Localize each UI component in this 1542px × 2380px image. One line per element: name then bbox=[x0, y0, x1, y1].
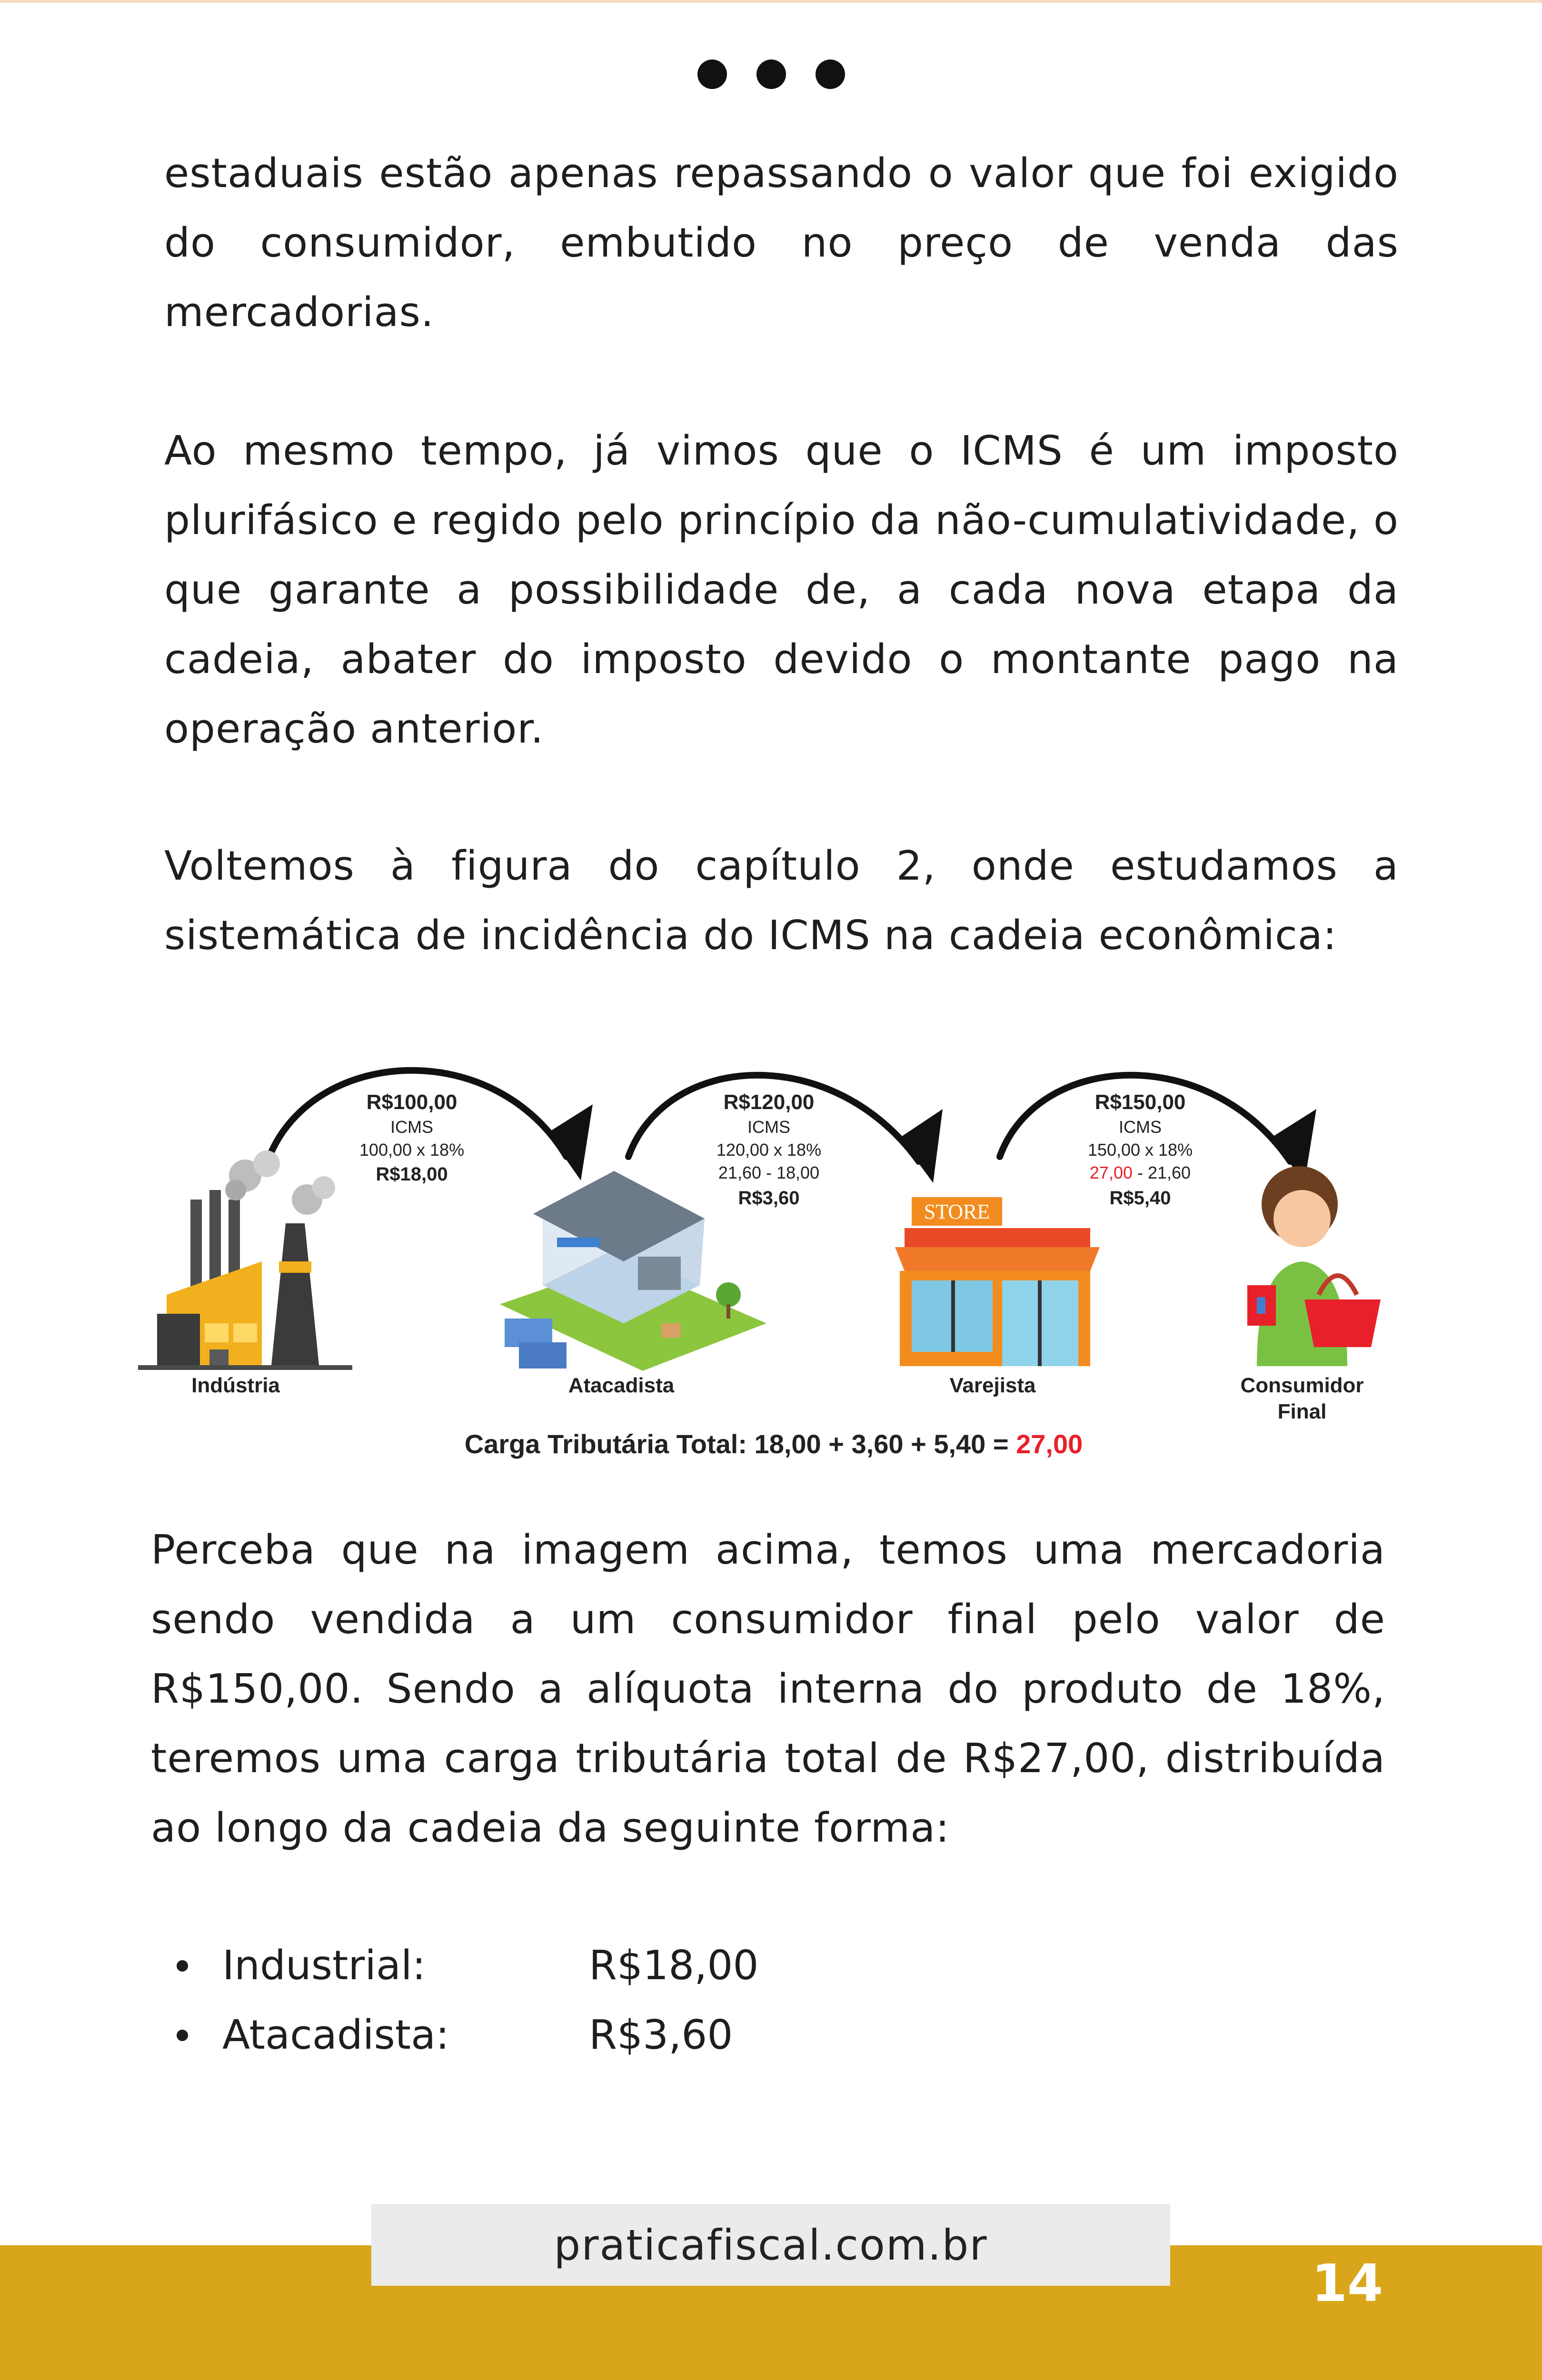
arrow1-result: R$18,00 bbox=[376, 1164, 448, 1185]
paragraph-figura-intro: Voltemos à figura do capítulo 2, onde estudamos a sistemática de incidência do ICMS na cadeia econômica: bbox=[164, 843, 1399, 959]
stage-consumidor-line2: Final bbox=[1277, 1400, 1327, 1423]
arrow1-value: R$100,00 bbox=[366, 1091, 458, 1114]
dot-icon bbox=[816, 60, 845, 89]
arrow2-calc: 120,00 x 18% bbox=[716, 1140, 822, 1160]
store-sign: STORE bbox=[924, 1200, 990, 1223]
arrow3-deduction-red: 27,00 bbox=[1089, 1163, 1133, 1182]
list-item-value: R$3,60 bbox=[589, 2012, 733, 2059]
consumer-icon bbox=[1247, 1166, 1381, 1366]
warehouse-icon bbox=[500, 1171, 766, 1371]
store-icon bbox=[895, 1197, 1100, 1366]
stage-varejista: Varejista bbox=[949, 1374, 1036, 1397]
total-tax-prefix: Carga Tributária Total: 18,00 + 3,60 + 5,40 = bbox=[464, 1429, 1016, 1459]
arrow1-calc: 100,00 x 18% bbox=[359, 1140, 465, 1160]
distribution-list bbox=[164, 1931, 758, 2070]
list-item-label: Atacadista: bbox=[222, 2012, 449, 2059]
total-tax-value: 27,00 bbox=[1016, 1429, 1083, 1459]
arrow1-tax: ICMS bbox=[390, 1117, 433, 1137]
list-item bbox=[164, 1931, 758, 2001]
arrow3-value: R$150,00 bbox=[1094, 1091, 1186, 1114]
paragraph-explicacao: Perceba que na imagem acima, temos uma mercadoria sendo vendida a um consumidor final pelo valor de R$150,00. Sendo a alíquota interna do produto de 18%, teremos uma carga tributária total de R$27,00, distribuída ao longo da cadeia da seguinte forma: bbox=[151, 1527, 1385, 1852]
arrow2-value: R$120,00 bbox=[723, 1091, 815, 1114]
total-tax-line bbox=[465, 1429, 1083, 1459]
ellipsis-icon bbox=[0, 60, 1542, 89]
bullet-icon bbox=[177, 2030, 188, 2041]
dot-icon bbox=[756, 60, 786, 89]
arrow3-tax: ICMS bbox=[1119, 1117, 1162, 1137]
arrow3-calc: 150,00 x 18% bbox=[1087, 1140, 1193, 1160]
list-item bbox=[164, 2001, 758, 2070]
arrow3-deduction-rest: - 21,60 bbox=[1133, 1163, 1191, 1182]
stage-atacadista: Atacadista bbox=[568, 1374, 675, 1397]
arrow2-deduction: 21,60 - 18,00 bbox=[718, 1163, 820, 1182]
footer-site-link[interactable]: praticafiscal.com.br bbox=[371, 2204, 1170, 2286]
icms-chain-figure bbox=[138, 1038, 1404, 1466]
arrow3-result: R$5,40 bbox=[1109, 1188, 1171, 1209]
list-item-value: R$18,00 bbox=[589, 1942, 759, 1989]
dot-icon bbox=[697, 60, 727, 89]
list-item-label: Industrial: bbox=[222, 1942, 426, 1989]
arrow2-result: R$3,60 bbox=[738, 1188, 800, 1209]
arrow3-deduction bbox=[1090, 1163, 1191, 1182]
page-number: 14 bbox=[1311, 2254, 1383, 2313]
arrow2-tax: ICMS bbox=[747, 1117, 790, 1137]
stage-industria: Indústria bbox=[191, 1374, 280, 1397]
arrowhead-icon bbox=[547, 1104, 593, 1180]
bullet-icon bbox=[177, 1960, 188, 1972]
paragraph-nao-cumulatividade: Ao mesmo tempo, já vimos que o ICMS é um imposto plurifásico e regido pelo princípio da não-cumulatividade, o que garante a possibilidade de, a cada nova etapa da cadeia, abater do imposto devido o montante pago na operação anterior. bbox=[164, 427, 1399, 753]
stage-consumidor-line1: Consumidor bbox=[1240, 1374, 1364, 1397]
paragraph-repasse: estaduais estão apenas repassando o valor que foi exigido do consumidor, embutido no preço de venda das mercadorias. bbox=[164, 150, 1399, 336]
arrowhead-icon bbox=[900, 1109, 943, 1183]
factory-icon bbox=[138, 1150, 352, 1370]
top-rule bbox=[0, 0, 1542, 3]
